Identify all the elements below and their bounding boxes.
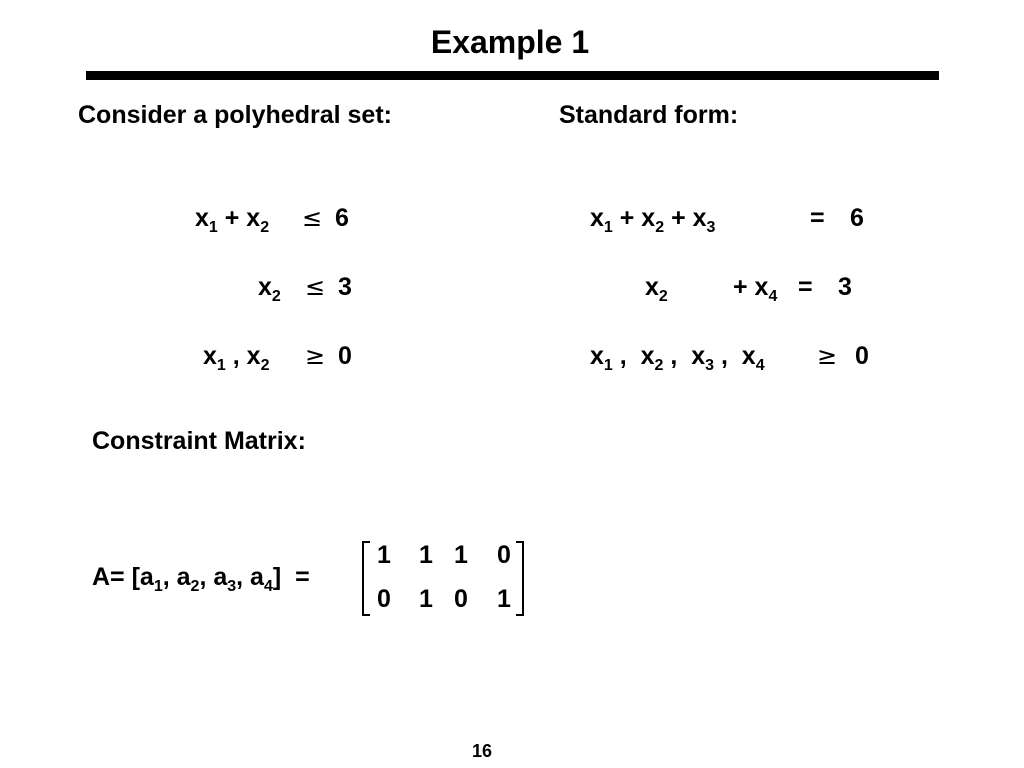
page-number: 16 [471,741,493,761]
inequality-1-rhs: 6 [335,204,349,232]
geq-symbol: ≥ [305,342,326,370]
polyhedral-set-heading: Consider a polyhedral set: [78,101,392,129]
constraint-matrix-heading: Constraint Matrix: [92,427,306,455]
equation-2-rhs: 3 [838,273,852,301]
matrix-cell: 1 [419,585,433,613]
equation-1: $x_1 + x_2 + x_3$ [590,204,716,236]
matrix-cell: 1 [454,541,468,569]
matrix-left-bracket [362,541,370,616]
nonnegativity-right: $x_1$ , $x_2$ , $x_3$ , $x_4$ [590,342,765,374]
matrix-cell: 0 [497,541,511,569]
inequality-1: $x_1 + x_2$ [195,204,270,236]
matrix-definition: $A= [a_1$, $a_2$, $a_3$, $a_4$] = [92,563,310,595]
nonnegativity-left: $x_1$ , $x_2$ [203,342,270,374]
equation-1-rhs: 6 [850,204,864,232]
nonnegativity-left-rhs: 0 [338,342,352,370]
equals-symbol: = [798,273,813,301]
matrix-cell: 1 [377,541,391,569]
nonnegativity-right-rhs: 0 [855,342,869,370]
inequality-2-rhs: 3 [338,273,352,301]
matrix-cell: 0 [377,585,391,613]
matrix-cell: 1 [419,541,433,569]
inequality-2: $x_2$ [258,273,281,305]
equation-2-x4: + $x_4$ [733,273,778,305]
equals-symbol: = [810,204,825,232]
standard-form-heading: Standard form: [559,101,739,129]
matrix-cell: 1 [497,585,511,613]
leq-symbol: ≤ [302,204,323,232]
matrix-cell: 0 [454,585,468,613]
matrix-right-bracket [516,541,524,616]
leq-symbol: ≤ [305,273,326,301]
slide-title: Example 1 [430,24,590,60]
geq-symbol: ≥ [817,342,838,370]
equation-2-x2: $x_2$ [645,273,668,305]
title-divider [86,71,939,80]
